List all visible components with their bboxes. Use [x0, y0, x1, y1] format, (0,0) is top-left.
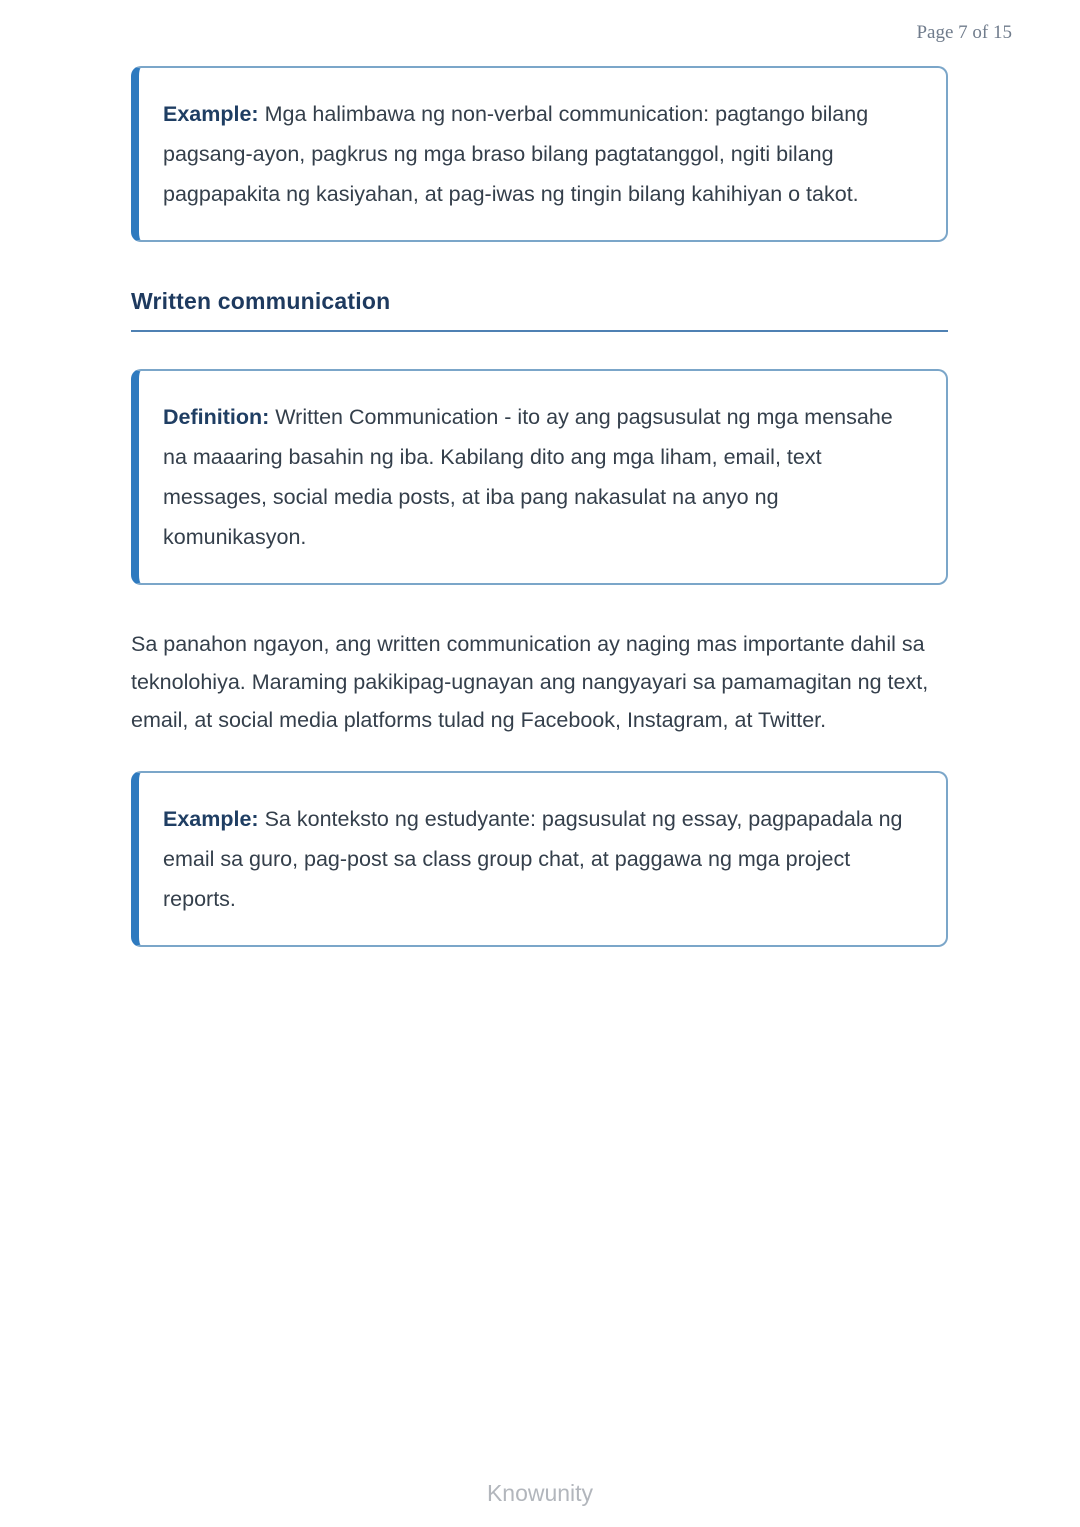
- section-heading: Written communication: [131, 288, 391, 314]
- definition-label: Definition:: [163, 405, 270, 429]
- definition-callout: [131, 369, 948, 585]
- example-2-paragraph: [163, 799, 916, 919]
- example-callout-2: [131, 771, 948, 947]
- example-1-paragraph: [163, 94, 916, 214]
- body-paragraph: Sa panahon ngayon, ang written communication ay naging mas importante dahil sa teknolohiya. Maraming pakikipag-ugnayan ang nangyayari sa pamamagitan ng text, email, at social media platforms tulad ng Facebook, Instagram, at Twitter.: [131, 632, 929, 732]
- example-1-text: Mga halimbawa ng non-verbal communication: pagtango bilang pagsang-ayon, pagkrus ng mga braso bilang pagtatanggol, ngiti bilang pagpapakita ng kasiyahan, at pag-iwas ng tingin bilang kahihiyan o takot.: [163, 102, 869, 206]
- example-2-label: Example:: [163, 807, 259, 831]
- page-content: [131, 0, 948, 947]
- heading-divider: [131, 330, 948, 332]
- example-2-text: Sa konteksto ng estudyante: pagsusulat ng essay, pagpapadala ng email sa guro, pag-post sa class group chat, at paggawa ng mga project reports.: [163, 807, 903, 911]
- footer-brand: Knowunity: [486, 1480, 594, 1506]
- example-callout-1: [131, 66, 948, 242]
- definition-paragraph: [163, 397, 916, 557]
- page-number: Page 7 of 15: [916, 22, 1012, 43]
- example-1-label: Example:: [163, 102, 259, 126]
- definition-text: Written Communication - ito ay ang pagsusulat ng mga mensahe na maaaring basahin ng iba. Kabilang dito ang mga liham, email, text messages, social media posts, at iba pang nakasulat na anyo ng komunikasyon.: [163, 405, 893, 549]
